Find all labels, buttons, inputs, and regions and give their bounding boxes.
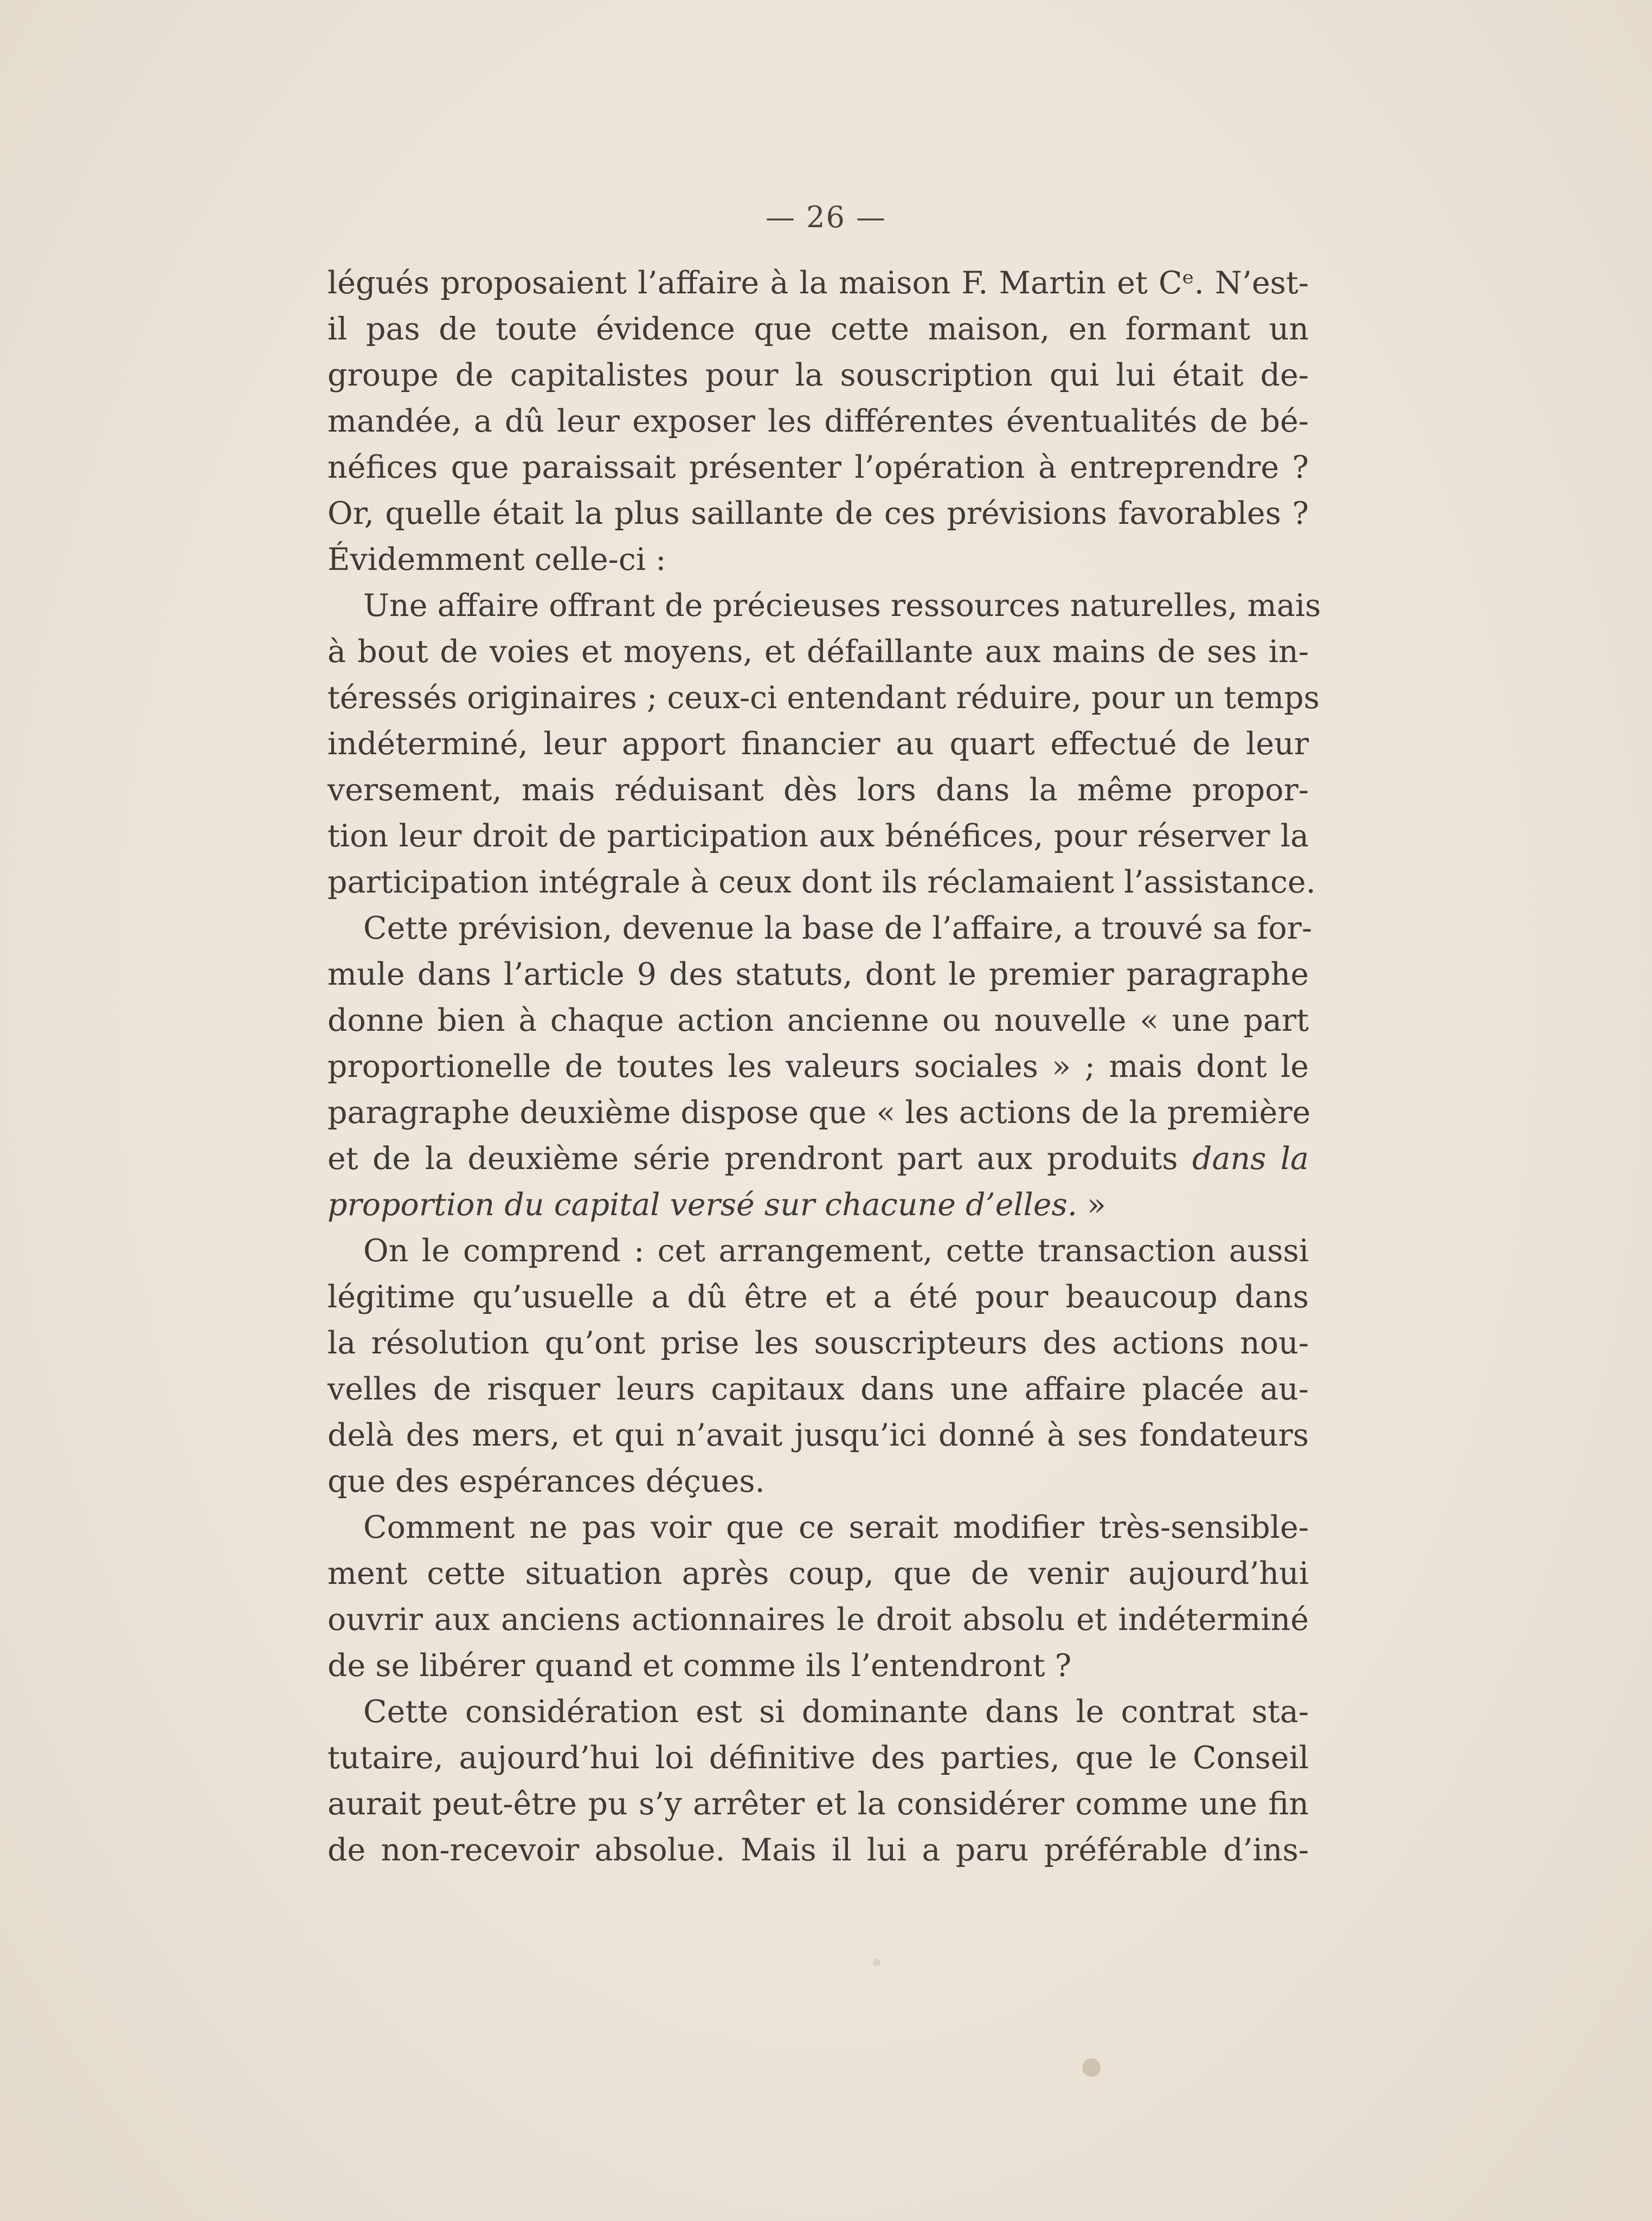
text-line: de se libérer quand et comme ils l’entendront ?	[327, 1648, 1072, 1684]
italic-segment: proportion du capital versé sur chacune d’elles.	[327, 1187, 1077, 1223]
text-line: légués proposaient l’affaire à la maison F. Martin et Cᵉ. N’est-	[327, 265, 1309, 301]
text-line: participation intégrale à ceux dont ils réclamaient l’assistance.	[327, 864, 1316, 900]
text-segment: et de la deuxième série prendront part aux produits	[327, 1141, 1178, 1177]
text-line: On le comprend : cet arrangement, cette transaction aussi	[363, 1233, 1309, 1269]
closing-quote: »	[1087, 1187, 1106, 1223]
text-line: de non-recevoir absolue. Mais il lui a paru préférable d’ins-	[327, 1832, 1309, 1868]
text-line: Cette considération est si dominante dans le contrat sta-	[363, 1694, 1309, 1730]
paper-stain	[1082, 2058, 1101, 2077]
text-line: tion leur droit de participation aux bénéfices, pour réserver la	[327, 818, 1309, 854]
text-line-mixed	[327, 1182, 1309, 1228]
text-line: donne bien à chaque action ancienne ou nouvelle « une part	[327, 1003, 1309, 1038]
text-line: tutaire, aujourd’hui loi définitive des parties, que le Conseil	[327, 1740, 1309, 1776]
text-line-mixed	[327, 1136, 1309, 1182]
text-line: à bout de voies et moyens, et défaillante aux mains de ses in-	[327, 634, 1309, 670]
text-line: Cette prévision, devenue la base de l’affaire, a trouvé sa for-	[363, 910, 1313, 946]
text-line: Une affaire offrant de précieuses ressources naturelles, mais	[363, 588, 1321, 624]
text-line: que des espérances déçues.	[327, 1463, 765, 1499]
paper-stain	[873, 1959, 880, 1966]
text-line: aurait peut-être pu s’y arrêter et la considérer comme une fin	[327, 1786, 1309, 1822]
text-line: ment cette situation après coup, que de venir aujourd’hui	[327, 1556, 1309, 1591]
text-line: néfices que paraissait présenter l’opération à entreprendre ?	[327, 450, 1309, 485]
italic-segment: dans la	[1192, 1141, 1309, 1177]
text-line: légitime qu’usuelle a dû être et a été pour beaucoup dans	[327, 1279, 1309, 1315]
text-line: Évidemment celle-ci :	[327, 542, 666, 577]
text-line: Or, quelle était la plus saillante de ces prévisions favorables ?	[327, 496, 1309, 531]
page-number: — 26 —	[765, 200, 887, 234]
text-line: indéterminé, leur apport financier au quart effectué de leur	[327, 726, 1309, 762]
text-line: proportionelle de toutes les valeurs sociales » ; mais dont le	[327, 1049, 1309, 1084]
text-line: mandée, a dû leur exposer les différentes éventualités de bé-	[327, 403, 1309, 439]
text-line: groupe de capitalistes pour la souscription qui lui était de-	[327, 357, 1309, 393]
text-line: Comment ne pas voir que ce serait modifier très-sensible-	[363, 1510, 1309, 1545]
text-line: velles de risquer leurs capitaux dans une affaire placée au-	[327, 1371, 1309, 1407]
text-line: ouvrir aux anciens actionnaires le droit absolu et indéterminé	[327, 1602, 1309, 1638]
text-line: il pas de toute évidence que cette maison, en formant un	[327, 311, 1309, 347]
text-line: versement, mais réduisant dès lors dans la même propor-	[327, 772, 1309, 808]
text-line: téressés originaires ; ceux-ci entendant réduire, pour un temps	[327, 680, 1320, 716]
text-line: delà des mers, et qui n’avait jusqu’ici donné à ses fondateurs	[327, 1417, 1309, 1453]
text-line: mule dans l’article 9 des statuts, dont le premier paragraphe	[327, 957, 1309, 992]
text-line: paragraphe deuxième dispose que « les actions de la première	[327, 1095, 1311, 1131]
body-text	[327, 260, 1321, 1873]
text-line: la résolution qu’ont prise les souscripteurs des actions nou-	[327, 1325, 1309, 1361]
